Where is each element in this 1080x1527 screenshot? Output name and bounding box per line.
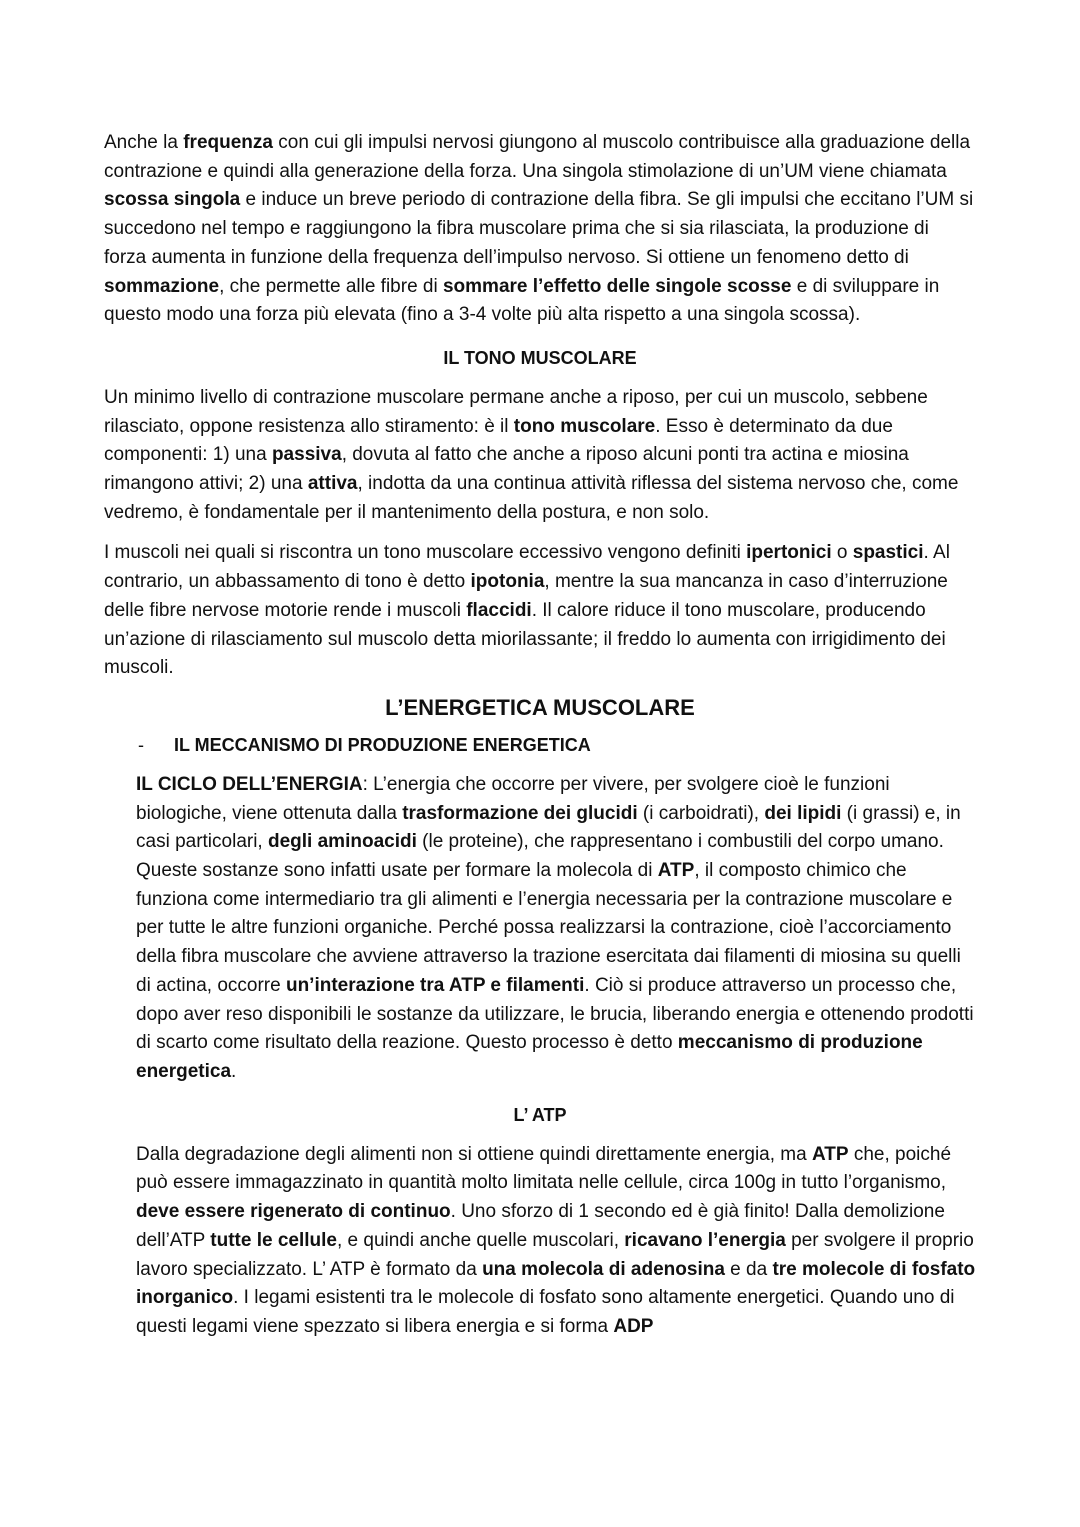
text-run: e di sviluppare in questo modo una forza più elevata (fino a 3-4 volte più alta rispetto a una singola scossa). [104,275,940,326]
heading-tono-muscolare: IL TONO MUSCOLARE [443,347,637,368]
bold-text: ipotonia [470,571,545,593]
bold-text: spastici [852,542,924,564]
bold-text: trasformazione dei glucidi [402,802,638,824]
bullet-meccanismo [104,731,976,759]
text-run: con cui gli impulsi nervosi giungono al muscolo contribuisce alla graduazione della contrazione e quindi alla generazione della forza. Una singola stimolazione di un’UM viene chiamata [104,132,971,182]
paragraph-ciclo-energia [104,771,976,1087]
bullet-title: IL MECCANISMO DI PRODUZIONE ENERGETICA [174,734,591,755]
text-run: . Uno sforzo di 1 secondo ed è già finito! Dalla demolizione dell’ATP [136,1201,945,1251]
bold-text: frequenza [183,132,273,153]
bold-text: meccanismo di produzione energetica [136,1032,923,1082]
text-run: Dalla degradazione degli alimenti non si ottiene quindi direttamente energia, ma [136,1143,812,1165]
paragraph-tono-muscolare [104,384,976,528]
heading-atp: L’ ATP [513,1104,567,1125]
bold-text: ipertonici [746,542,832,564]
bold-text: flaccidi [466,599,532,621]
bold-text: passiva [271,444,342,466]
text-run: e da [724,1258,773,1280]
text-run: , e quindi anche quelle muscolari, [336,1229,625,1251]
text-run: che, poiché può essere immagazzinato in quantità molto limitata nelle cellule, circa 100g in tutto l’organismo, [136,1143,952,1194]
text-run: . [231,1060,237,1082]
bold-text: sommare l’effetto delle singole scosse [442,275,792,297]
paragraph-frequenza [104,129,976,330]
bold-text: deve essere rigenerato di continuo [136,1201,451,1223]
text-run: Anche la [104,132,184,153]
bold-text: un’interazione tra ATP e filamenti [285,974,585,996]
bold-text: tutte le cellule [210,1229,337,1251]
text-run: (le proteine), che rappresentano i combustili del corpo umano. Queste sostanze sono infatti usate per formare la molecola di [136,831,944,882]
text-run: (i grassi) e, in casi particolari, [136,802,961,853]
text-run: per svolgere il proprio lavoro specializzato. L’ ATP è formato da [136,1229,974,1280]
text-run: . I legami esistenti tra le molecole di fosfato sono altamente energetici. Quando uno di questi legami viene spezzato si libera energia e si forma [136,1287,955,1337]
bold-text: sommazione [104,275,220,297]
paragraph-gap [104,527,976,539]
text-run: . Il calore riduce il tono muscolare, producendo un’azione di rilasciamento sul muscolo detta miorilassante; il freddo lo aumenta con irrigidimento dei muscoli. [104,599,946,679]
bold-text: una molecola di adenosina [482,1258,725,1280]
text-run: , dovuta al fatto che anche a riposo alcuni ponti tra actina e miosina rimangono attivi; 2) una [104,444,909,495]
paragraph-ipertonici [104,539,976,683]
bold-text: scossa singola [104,189,241,211]
bold-text: ricavano l’energia [624,1229,786,1251]
text-run: . Esso è determinato da due componenti: 1) una [104,415,893,466]
bold-text: attiva [307,473,358,495]
text-run: Un minimo livello di contrazione muscolare permane anche a riposo, per cui un muscolo, sebbene rilasciato, oppone resistenza allo stiramento: è il [104,386,928,437]
bold-text: degli aminoacidi [268,831,417,853]
text-run: , che permette alle fibre di [219,275,443,297]
text-run: I muscoli nei quali si riscontra un tono muscolare eccessivo vengono definiti [104,542,747,564]
bold-text: tre molecole di fosfato inorganico [136,1258,976,1309]
bold-text: ATP [657,860,695,882]
text-run: (i carboidrati), [637,802,765,824]
text-run: , il composto chimico che funziona come intermediario tra gli alimenti e l’energia necessaria per la contrazione muscolare e per tutte le altre funzioni organiche. Perché possa realizzarsi la contrazione, cioè l’accorciamento della fibra muscolare che avviene attraverso la trazione esercitata dai filamenti di miosina su quelli di actina, occorre [136,860,961,996]
bold-text: tono muscolare [513,415,656,437]
text-run: o [831,542,853,564]
paragraph-atp [104,1141,976,1342]
heading-energetica-muscolare: L’ENERGETICA MUSCOLARE [385,694,695,720]
bold-text: ATP [811,1143,849,1165]
text-run: e induce un breve periodo di contrazione della fibra. Se gli impulsi che eccitano l’UM si succedono nel tempo e raggiungono la fibra muscolare prima che si sia rilasciata, la produzione di forza aumenta in funzione della frequenza dell’impulso nervoso. Si ottiene un fenomeno detto di [104,189,974,268]
text-run: , mentre la sua mancanza in caso d’interruzione delle fibre nervose motorie rende i muscoli [104,571,948,621]
text-run: , indotta da una continua attività riflessa del sistema nervoso che, come vedremo, è fondamentale per il mantenimento della postura, e non solo. [104,473,959,523]
bold-text: dei lipidi [764,802,842,824]
text-run: . Ciò si produce attraverso un processo che, dopo aver reso disponibili le sostanze da utilizzare, le brucia, liberando energia e ottenendo prodotti di scarto come risultato della reazione. Questo processo è detto [136,974,974,1054]
bullet-dash: - [138,734,144,755]
text-run: . Al contrario, un abbassamento di tono è detto [104,542,950,593]
bold-text: IL CICLO DELL’ENERGIA [136,773,363,795]
bold-text: ADP [613,1315,654,1337]
text-run: : L’energia che occorre per vivere, per svolgere cioè le funzioni biologiche, viene ottenuta dalla [136,773,890,824]
